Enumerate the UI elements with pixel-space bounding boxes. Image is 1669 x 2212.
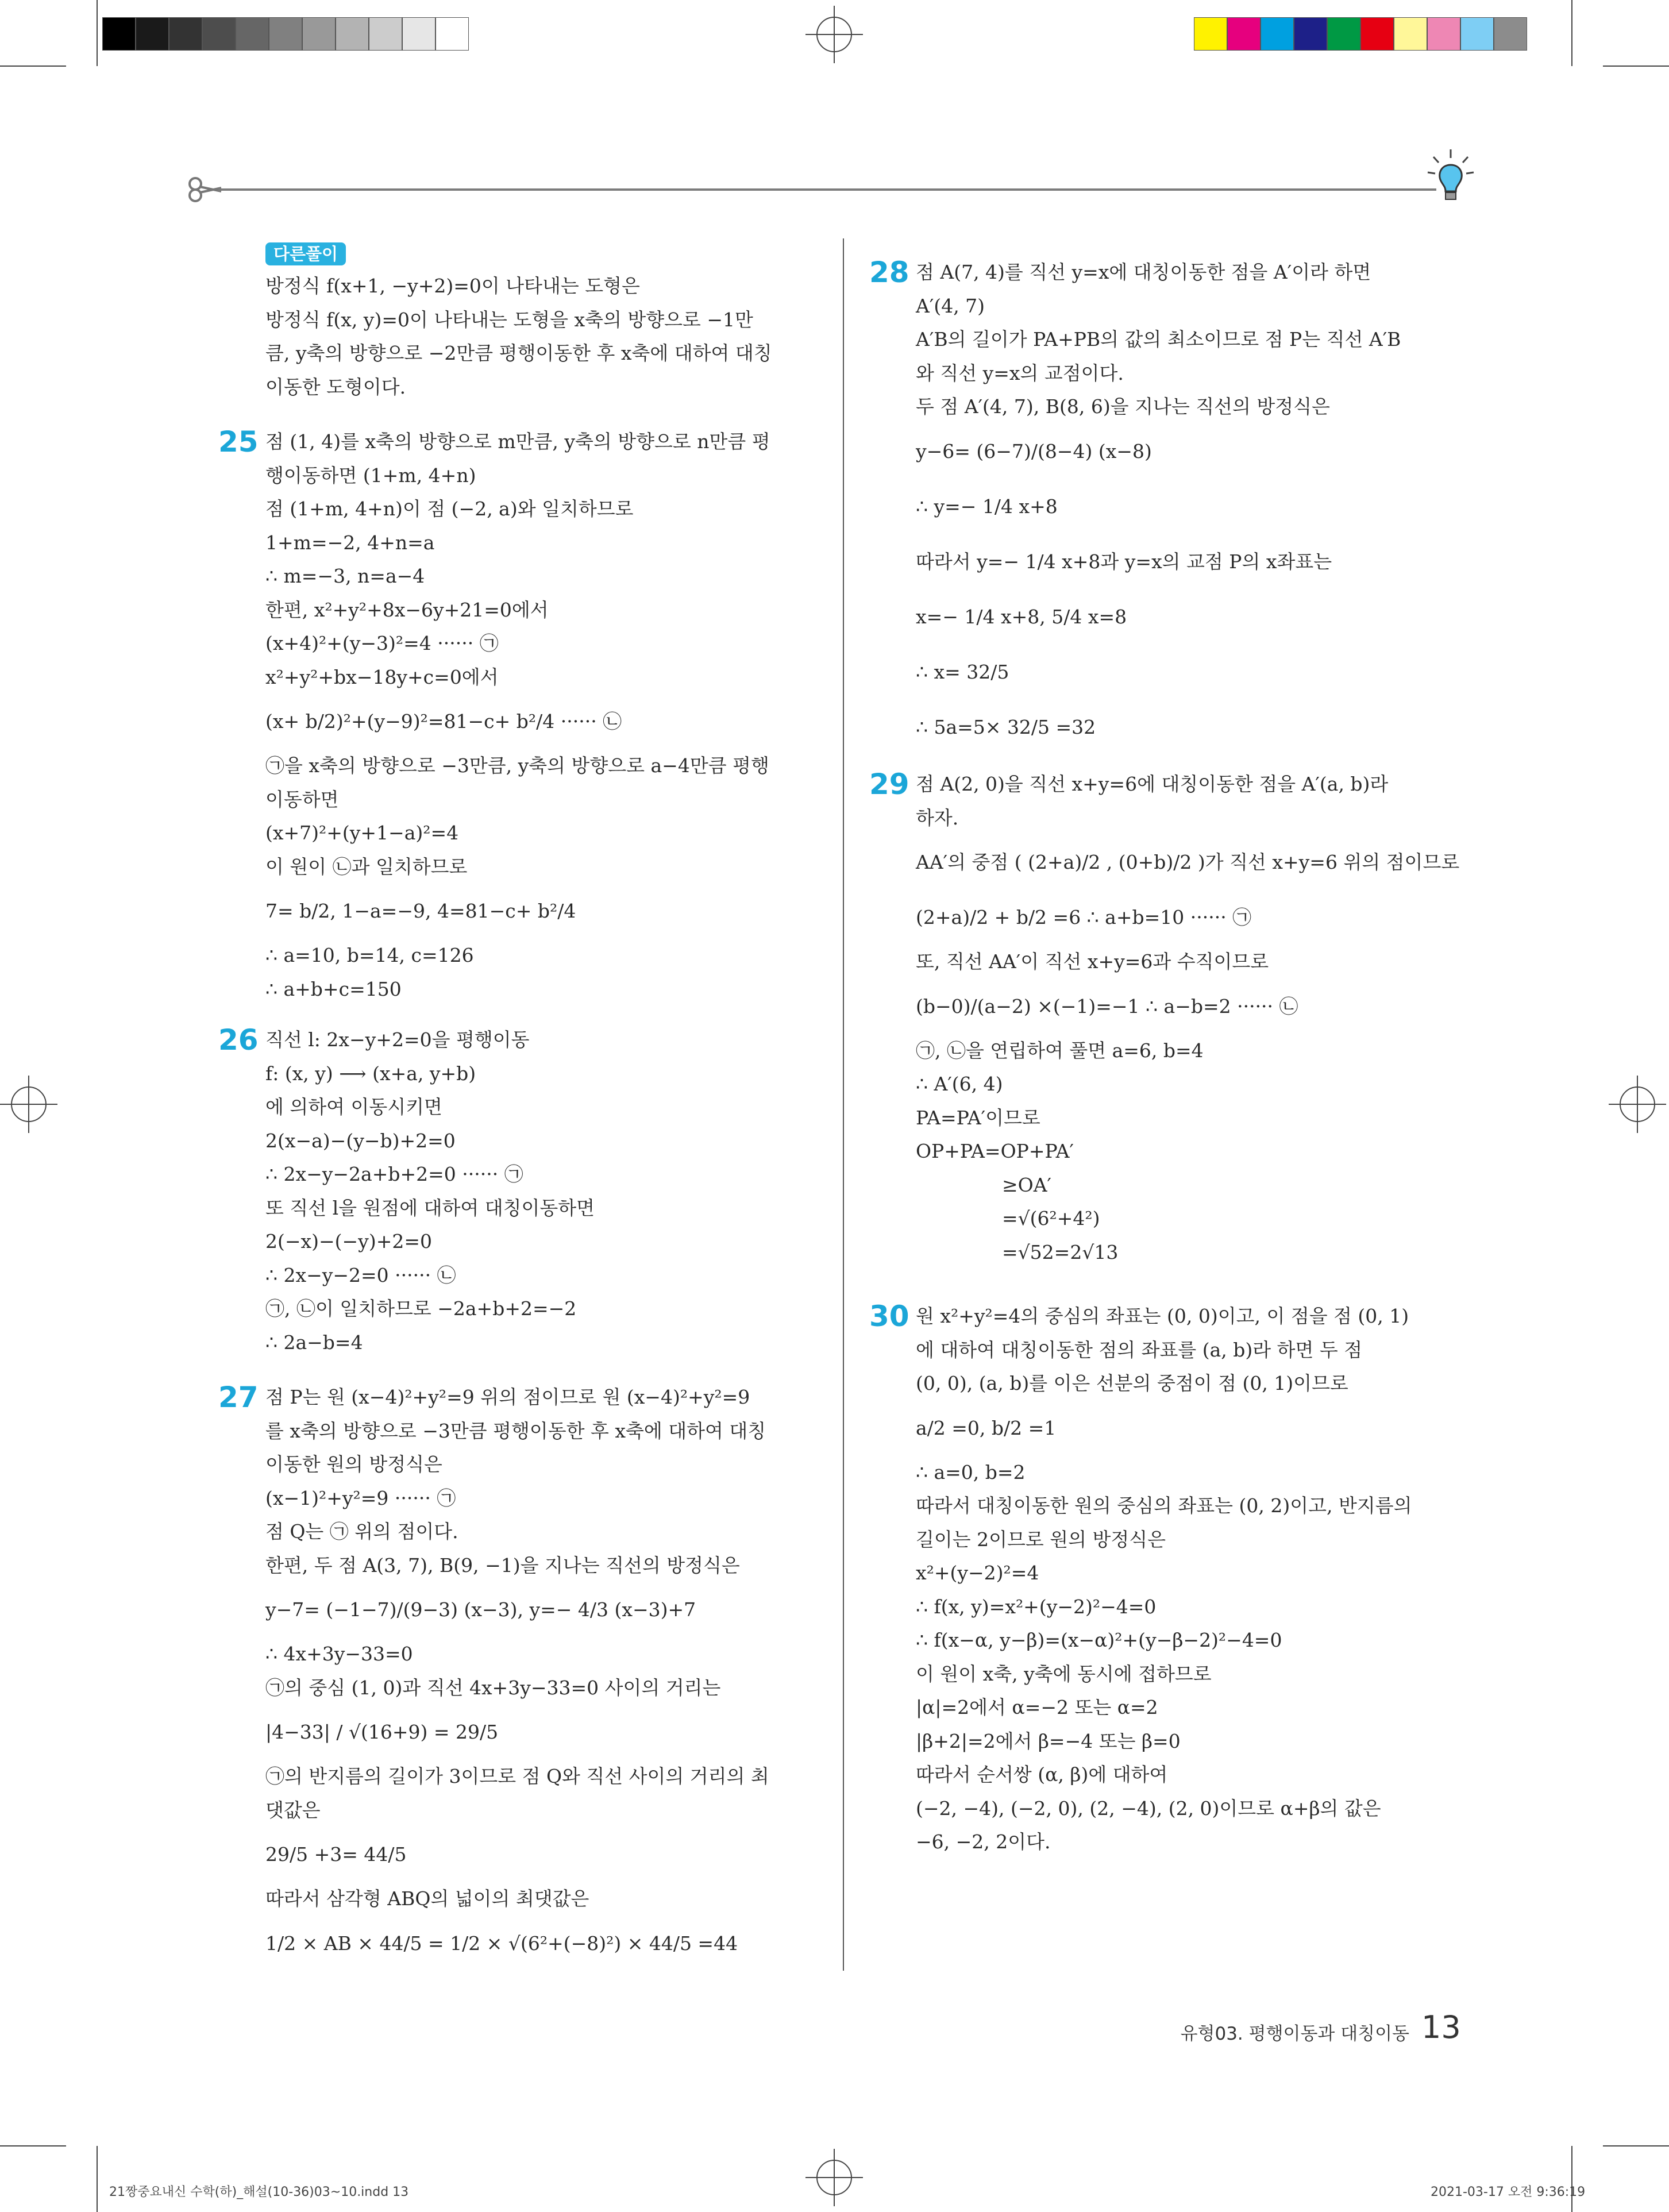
solution-line: (x+4)²+(y−3)²=4 ······ ㉠ (265, 632, 499, 654)
solution-line: 따라서 삼각형 ABQ의 넓이의 최댓값은 (265, 1887, 589, 1910)
solution-line: 이동한 도형이다. (265, 375, 406, 398)
solution-line: 따라서 대칭이동한 원의 중심의 좌표는 (0, 2)이고, 반지름의 (916, 1494, 1412, 1517)
process-swatch (1227, 17, 1261, 51)
page-number: 13 (1421, 2009, 1461, 2045)
solution-line: 점 (1, 4)를 x축의 방향으로 m만큼, y축의 방향으로 n만큼 평 (265, 430, 770, 453)
solution-line: 방정식 f(x, y)=0이 나타내는 도형을 x축의 방향으로 −1만 (265, 308, 753, 331)
process-swatch (1327, 17, 1360, 51)
solution-line: ㉠, ㉡을 연립하여 풀면 a=6, b=4 (916, 1039, 1204, 1062)
solution-line: 한편, x²+y²+8x−6y+21=0에서 (265, 598, 549, 621)
solution-line: 2(−x)−(−y)+2=0 (265, 1230, 432, 1253)
solution-line: ≥OA′ (1002, 1173, 1052, 1196)
section-title: 유형03. 평행이동과 대칭이동 (1180, 2024, 1409, 2044)
solution-line: 1+m=−2, 4+n=a (265, 531, 435, 554)
solution-line: 2(x−a)−(y−b)+2=0 (265, 1129, 456, 1152)
gray-swatch (269, 17, 302, 51)
solution-line: 7= b/2, 1−a=−9, 4=81−c+ b²/4 (265, 900, 576, 922)
solution-line: 이동한 원의 방정식은 (265, 1453, 442, 1475)
solution-line: −6, −2, 2이다. (916, 1831, 1051, 1853)
alt-solution-text (265, 269, 805, 404)
solution-line: 방정식 f(x+1, −y+2)=0이 나타내는 도형은 (265, 275, 640, 297)
alt-solution-badge (265, 242, 346, 265)
solution-line: 점 P는 원 (x−4)²+y²=9 위의 점이므로 원 (x−4)²+y²=9 (265, 1386, 750, 1408)
process-swatch (1394, 17, 1427, 51)
solution-line: 29/5 +3= 44/5 (265, 1843, 407, 1866)
solution-line: x=− 1/4 x+8, 5/4 x=8 (916, 605, 1127, 628)
solution-line: ∴ 2x−y−2a+b+2=0 ······ ㉠ (265, 1163, 523, 1185)
problem-27-solution (265, 1381, 805, 1971)
solution-line: 점 (1+m, 4+n)이 점 (−2, a)와 일치하므로 (265, 498, 634, 520)
solution-line: 점 Q는 ㉠ 위의 점이다. (265, 1520, 458, 1543)
gray-swatch (302, 17, 336, 51)
alt-solution-label: 다른풀이 (265, 242, 346, 265)
gray-swatch (202, 17, 236, 51)
solution-line: ∴ f(x−α, y−β)=(x−α)²+(y−β−2)²−4=0 (916, 1629, 1282, 1651)
solution-line: ㉠의 중심 (1, 0)과 직선 4x+3y−33=0 사이의 거리는 (265, 1676, 721, 1699)
solution-line: f: (x, y) ⟶ (x+a, y+b) (265, 1062, 476, 1085)
solution-line: x²+y²+bx−18y+c=0에서 (265, 665, 499, 688)
solution-line: (b−0)/(a−2) ×(−1)=−1 ∴ a−b=2 ······ ㉡ (916, 995, 1298, 1018)
header-rule (218, 188, 1436, 191)
solution-line: OP+PA=OP+PA′ (916, 1140, 1074, 1162)
problem-number-25: 25 (218, 425, 259, 458)
column-divider (843, 238, 844, 1971)
problem-number-30: 30 (869, 1300, 909, 1333)
solution-line: =√(6²+4²) (1002, 1207, 1100, 1230)
gray-swatch (169, 17, 202, 51)
solution-line: x²+(y−2)²=4 (916, 1562, 1039, 1584)
solution-line: 에 의하여 이동시키면 (265, 1096, 442, 1118)
solution-line: (0, 0), (a, b)를 이은 선분의 중점이 점 (0, 1)이므로 (916, 1372, 1348, 1394)
solution-line: ∴ y=− 1/4 x+8 (916, 495, 1058, 518)
solution-line: ∴ 5a=5× 32/5 =32 (916, 715, 1096, 738)
process-swatch (1194, 17, 1227, 51)
registration-mark-top (805, 6, 863, 63)
solution-line: ∴ a+b+c=150 (265, 977, 402, 1000)
registration-mark-right (1609, 1076, 1666, 1133)
solution-line: ∴ A′(6, 4) (916, 1073, 1003, 1095)
solution-line: (x−1)²+y²=9 ······ ㉠ (265, 1486, 456, 1509)
problem-29-solution (916, 768, 1460, 1269)
solution-line: A′(4, 7) (916, 294, 985, 317)
light-bulb-icon (1425, 147, 1477, 210)
solution-line: 직선 l: 2x−y+2=0을 평행이동 (265, 1028, 530, 1051)
solution-line: 하자. (916, 806, 959, 829)
solution-line: 를 x축의 방향으로 −3만큼 평행이동한 후 x축에 대하여 대칭 (265, 1419, 766, 1442)
solution-line: (−2, −4), (−2, 0), (2, −4), (2, 0)이므로 α+β의 값은 (916, 1797, 1381, 1820)
problem-28-solution (916, 256, 1456, 755)
solution-line: 길이는 2이므로 원의 방정식은 (916, 1528, 1166, 1551)
solution-line: ∴ f(x, y)=x²+(y−2)²−4=0 (916, 1595, 1157, 1618)
solution-line: 두 점 A′(4, 7), B(8, 6)을 지나는 직선의 방정식은 (916, 395, 1330, 418)
solution-line: 한편, 두 점 A(3, 7), B(9, −1)을 지나는 직선의 방정식은 (265, 1554, 740, 1577)
solution-line: 점 A(7, 4)를 직선 y=x에 대칭이동한 점을 A′이라 하면 (916, 261, 1371, 283)
solution-line: 또 직선 l을 원점에 대하여 대칭이동하면 (265, 1196, 595, 1219)
problem-number-27: 27 (218, 1381, 259, 1414)
solution-line: (x+ b/2)²+(y−9)²=81−c+ b²/4 ······ ㉡ (265, 710, 622, 733)
solution-line: 점 A(2, 0)을 직선 x+y=6에 대칭이동한 점을 A′(a, b)라 (916, 773, 1389, 795)
registration-mark-bottom (805, 2149, 863, 2206)
solution-line: ∴ 4x+3y−33=0 (265, 1643, 413, 1665)
gray-swatch (236, 17, 269, 51)
solution-line: 이 원이 x축, y축에 동시에 접하므로 (916, 1662, 1212, 1685)
problem-number-26: 26 (218, 1023, 259, 1057)
process-swatch (1494, 17, 1527, 51)
problem-26-solution (265, 1023, 805, 1359)
process-swatch (1261, 17, 1294, 51)
problem-number-28: 28 (869, 256, 909, 289)
gray-swatch (435, 17, 469, 51)
gray-swatch (402, 17, 435, 51)
problem-number-29: 29 (869, 768, 909, 801)
problem-30-solution (916, 1300, 1456, 1859)
process-swatch (1294, 17, 1327, 51)
solution-line: A′B의 길이가 PA+PB의 값의 최소이므로 점 P는 직선 A′B (916, 328, 1401, 350)
solution-line: |4−33| / √(16+9) = 29/5 (265, 1721, 499, 1743)
solution-line: 이동하면 (265, 788, 339, 811)
solution-line: 큼, y축의 방향으로 −2만큼 평행이동한 후 x축에 대하여 대칭 (265, 342, 772, 364)
solution-line: 원 x²+y²=4의 중심의 좌표는 (0, 0)이고, 이 점을 점 (0, 1) (916, 1305, 1409, 1327)
solution-line: y−6= (6−7)/(8−4) (x−8) (916, 440, 1152, 463)
solution-line: AA′의 중점 ( (2+a)/2 , (0+b)/2 )가 직선 x+y=6 위의 점이므로 (916, 851, 1460, 873)
process-swatch (1460, 17, 1494, 51)
solution-line: 또, 직선 AA′이 직선 x+y=6과 수직이므로 (916, 950, 1269, 973)
solution-line: PA=PA′이므로 (916, 1106, 1040, 1129)
solution-line: 1/2 × AB × 44/5 = 1/2 × √(6²+(−8)²) × 44/5 =44 (265, 1932, 738, 1955)
solution-line: ∴ 2x−y−2=0 ······ ㉡ (265, 1263, 456, 1286)
registration-mark-left (0, 1076, 57, 1133)
solution-line: y−7= (−1−7)/(9−3) (x−3), y=− 4/3 (x−3)+7 (265, 1598, 696, 1621)
solution-line: a/2 =0, b/2 =1 (916, 1416, 1057, 1439)
solution-line: ㉠의 반지름의 길이가 3이므로 점 Q와 직선 사이의 거리의 최 (265, 1765, 769, 1787)
solution-line: ㉠을 x축의 방향으로 −3만큼, y축의 방향으로 a−4만큼 평행 (265, 754, 769, 777)
process-swatch (1360, 17, 1394, 51)
gray-swatch (336, 17, 369, 51)
solution-line: ∴ a=10, b=14, c=126 (265, 944, 474, 966)
process-swatch (1427, 17, 1460, 51)
solution-line: 이 원이 ㉡과 일치하므로 (265, 855, 468, 878)
gray-swatch (369, 17, 402, 51)
problem-25-solution (265, 425, 805, 1006)
solution-line: |β+2|=2에서 β=−4 또는 β=0 (916, 1729, 1181, 1752)
solution-line: 행이동하면 (1+m, 4+n) (265, 464, 476, 487)
solution-line: 에 대하여 대칭이동한 점의 좌표를 (a, b)라 하면 두 점 (916, 1338, 1363, 1361)
solution-line: 따라서 y=− 1/4 x+8과 y=x의 교점 P의 x좌표는 (916, 550, 1332, 573)
solution-line: (x+7)²+(y+1−a)²=4 (265, 822, 459, 844)
solution-line: ∴ m=−3, n=a−4 (265, 565, 425, 587)
gray-swatch (136, 17, 169, 51)
solution-line: ∴ a=0, b=2 (916, 1460, 1026, 1483)
solution-line: 댓값은 (265, 1798, 321, 1821)
solution-line: 와 직선 y=x의 교점이다. (916, 361, 1124, 384)
solution-line: ∴ x= 32/5 (916, 660, 1009, 683)
solution-line: (2+a)/2 + b/2 =6 ∴ a+b=10 ······ ㉠ (916, 906, 1252, 928)
solution-line: |α|=2에서 α=−2 또는 α=2 (916, 1696, 1158, 1718)
solution-line: ∴ 2a−b=4 (265, 1331, 363, 1354)
slug-file-name: 21짱중요내신 수학(하)_해설(10-36)03~10.indd 13 (109, 2185, 409, 2199)
solution-line: =√52=2√13 (1002, 1240, 1119, 1263)
solution-line: ㉠, ㉡이 일치하므로 −2a+b+2=−2 (265, 1297, 577, 1320)
slug-timestamp: 2021-03-17 오전 9:36:19 (1431, 2185, 1586, 2199)
gray-swatch (102, 17, 136, 51)
solution-line: 따라서 순서쌍 (α, β)에 대하여 (916, 1763, 1168, 1786)
